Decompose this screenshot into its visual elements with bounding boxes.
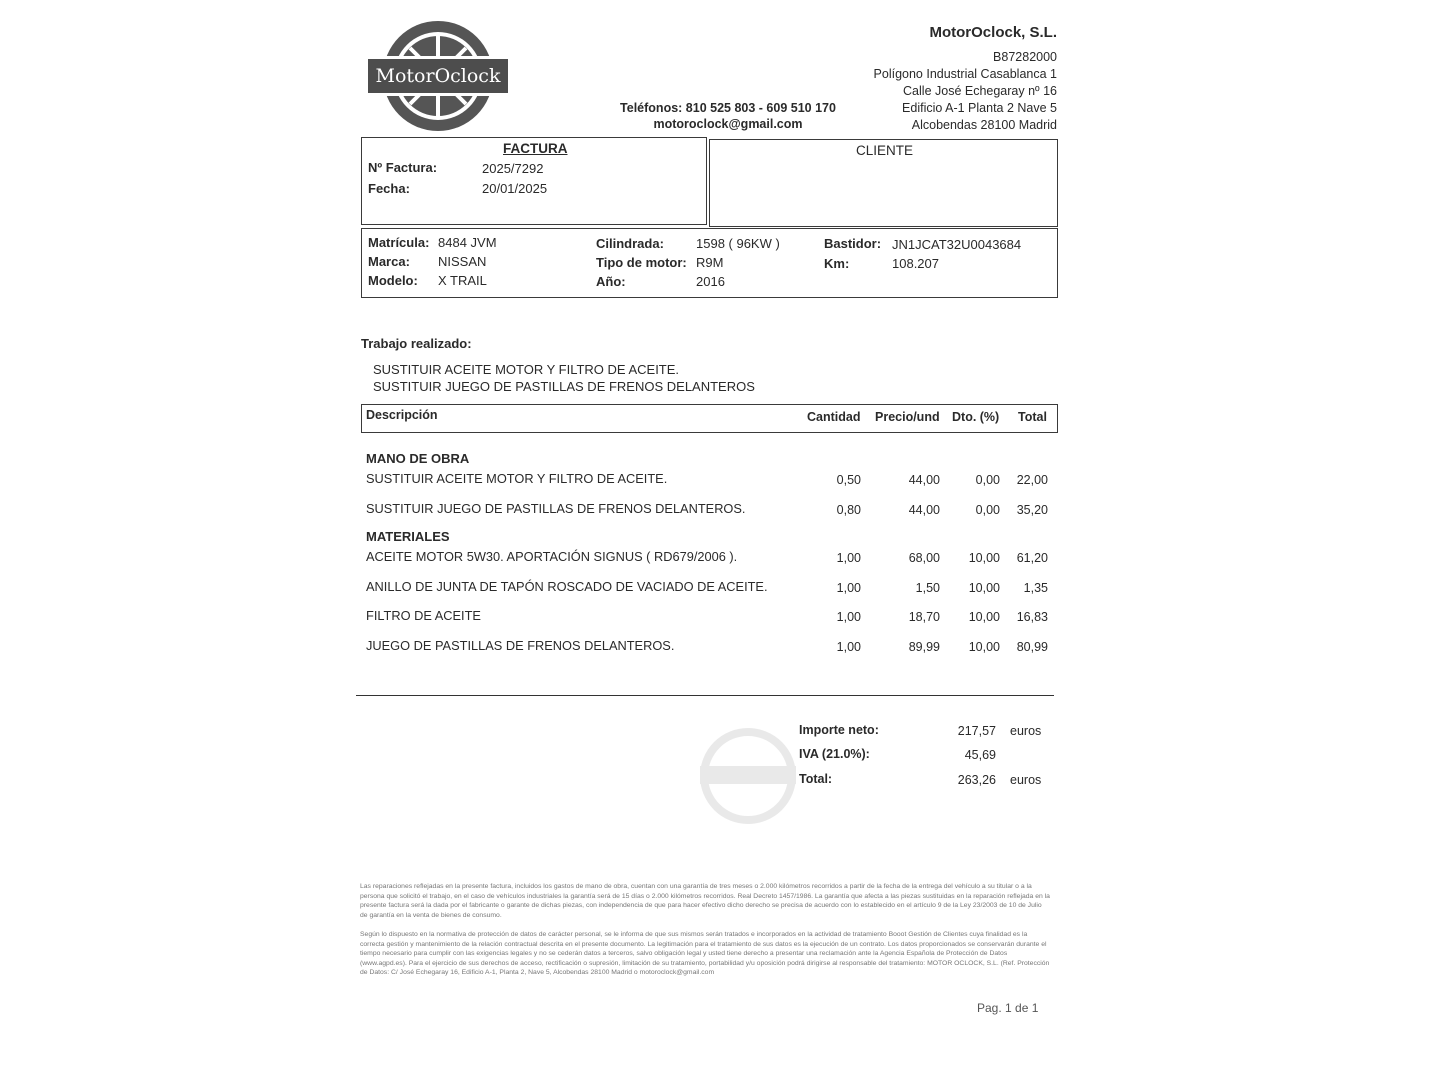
model-label: Modelo: [368,273,418,288]
row-total: 22,00 [1016,473,1048,487]
company-address-line: Edificio A-1 Planta 2 Nave 5 [902,101,1057,115]
total-unit: euros [1010,773,1042,787]
company-name: MotorOclock, S.L. [929,24,1057,41]
row-desc: SUSTITUIR JUEGO DE PASTILLAS DE FRENOS DELANTEROS. [366,501,746,516]
wheel-watermark-icon [700,728,796,824]
page-number: Pag. 1 de 1 [977,1001,1039,1015]
client-title: CLIENTE [856,143,914,158]
legal-privacy: Según lo dispuesto en la normativa de protección de datos de carácter personal, se le informa de que sus mismos serán tratados e incorporados en la actividad de tratamiento Booot Gestión de Clientes cuya finalidad es la correcta gestión y mantenimiento de la relación contractual descrita en el presente documento. La legitimación para el tratamiento de sus datos es la ejecución de un contrato. Los datos proporcionados se conservarán durante el tiempo necesario para cumplir con las exigencias legales y no se cederán datos a terceros, salvo obligación legal y usted tiene derecho a presentar una reclamación ante la Agencia Española de Protección de Datos (www.agpd.es). Para el ejercicio de sus derechos de acceso, rectificación o supresión, limitación de su tratamiento, portabilidad y/u oposición podrá dirigirse al responsable del tratamiento: MOTOR OCLOCK, S.L. (Ref. Protección de Datos: C/ José Echegaray 16, Edificio A-1, Planta 2, Nave 5, Alcobendas 28100 Madrid o motoroclock@gmail.com [360,931,1050,977]
row-total: 16,83 [1016,610,1048,624]
row-desc: ANILLO DE JUNTA DE TAPÓN ROSCADO DE VACIADO DE ACEITE. [366,579,768,594]
company-logo [362,20,512,132]
header-total: Total [1018,410,1047,424]
company-address-line: Alcobendas 28100 Madrid [911,118,1057,132]
watermark-logo [700,728,796,824]
row-price: 1,50 [915,581,940,595]
net-label: Importe neto: [799,723,879,737]
row-price: 89,99 [908,640,940,654]
row-price: 68,00 [908,551,940,565]
row-total: 1,35 [1023,581,1048,595]
km-value: 108.207 [892,256,939,271]
row-desc: JUEGO DE PASTILLAS DE FRENOS DELANTEROS. [366,638,675,653]
invoice-date-label: Fecha: [368,181,410,196]
wheel-logo-icon [362,20,512,132]
total-value: 263,26 [957,773,996,787]
engine-value: R9M [696,255,724,270]
row-disc: 0,00 [975,473,1000,487]
row-desc: FILTRO DE ACEITE [366,608,481,623]
vat-label: IVA (21.0%): [799,747,870,761]
net-unit: euros [1010,724,1042,738]
row-qty: 0,50 [836,473,861,487]
cc-value: 1598 ( 96KW ) [696,236,780,251]
company-phones: Teléfonos: 810 525 803 - 609 510 170 [620,101,836,115]
plate-label: Matrícula: [368,235,430,250]
plate-value: 8484 JVM [438,235,497,250]
row-price: 44,00 [908,503,940,517]
row-qty: 1,00 [836,610,861,624]
row-total: 61,20 [1016,551,1048,565]
section-title: MANO DE OBRA [366,451,470,466]
legal-warranty: Las reparaciones reflejadas en la presente factura, incluidos los gastos de mano de obra, cuentan con una garantía de tres meses o 2.000 kilómetros recorridos a partir de la fecha de la entrega del vehículo a su titular o a la persona que solicitó el trabajo, en el caso de vehículos industriales la garantía será de 15 días o 2.000 kilómetros recorridos. Real Decreto 1457/1986. La garantía que afecta a las piezas sustituidas en la reparación reflejada en la presente factura será la dada por el fabricante o garante de dichas piezas, con independencia de que para hacer efectivo dicho derecho se precisa de acuerdo con lo establecido en el artículo 9 de la Ley 23/2003 de 10 de Julio de garantía en la venta de bienes de consumo. [360,883,1050,919]
work-item: SUSTITUIR ACEITE MOTOR Y FILTRO DE ACEITE. [373,362,680,377]
invoice-number-label: Nº Factura: [368,160,438,175]
brand-label: Marca: [368,254,410,269]
company-cif: B87282000 [993,50,1057,64]
header-price: Precio/und [875,410,940,424]
invoice-date: 20/01/2025 [482,181,548,196]
brand-value: NISSAN [438,254,487,269]
row-qty: 1,00 [836,551,861,565]
invoice-number: 2025/7292 [482,161,544,176]
row-disc: 10,00 [968,610,1000,624]
row-desc: SUSTITUIR ACEITE MOTOR Y FILTRO DE ACEITE. [366,471,668,486]
section-title: MATERIALES [366,529,450,544]
year-label: Año: [596,274,626,289]
row-disc: 10,00 [968,581,1000,595]
work-item: SUSTITUIR JUEGO DE PASTILLAS DE FRENOS DELANTEROS [373,379,755,394]
row-disc: 0,00 [975,503,1000,517]
company-email: motoroclock@gmail.com [653,117,803,131]
engine-label: Tipo de motor: [596,255,687,270]
row-desc: ACEITE MOTOR 5W30. APORTACIÓN SIGNUS ( RD679/2006 ). [366,549,738,564]
header-qty: Cantidad [807,410,861,424]
row-qty: 0,80 [836,503,861,517]
net-value: 217,57 [957,724,996,738]
table-bottom-rule [356,695,1054,696]
row-disc: 10,00 [968,551,1000,565]
work-label: Trabajo realizado: [361,336,472,351]
row-disc: 10,00 [968,640,1000,654]
vin-value: JN1JCAT32U0043684 [892,237,1022,252]
invoice-title: FACTURA [503,141,568,156]
row-total: 80,99 [1016,640,1048,654]
model-value: X TRAIL [438,273,487,288]
km-label: Km: [824,256,850,271]
row-price: 44,00 [908,473,940,487]
year-value: 2016 [696,274,725,289]
cc-label: Cilindrada: [596,236,664,251]
row-total: 35,20 [1016,503,1048,517]
header-disc: Dto. (%) [952,410,1000,424]
vin-label: Bastidor: [824,236,882,251]
row-qty: 1,00 [836,640,861,654]
row-price: 18,70 [908,610,940,624]
vat-value: 45,69 [964,748,996,762]
company-address-line: Calle José Echegaray nº 16 [903,84,1057,98]
header-desc: Descripción [366,408,438,422]
total-label: Total: [799,772,833,786]
company-address-line: Polígono Industrial Casablanca 1 [873,67,1057,81]
row-qty: 1,00 [836,581,861,595]
logo-text: MotorOclock [375,65,501,87]
